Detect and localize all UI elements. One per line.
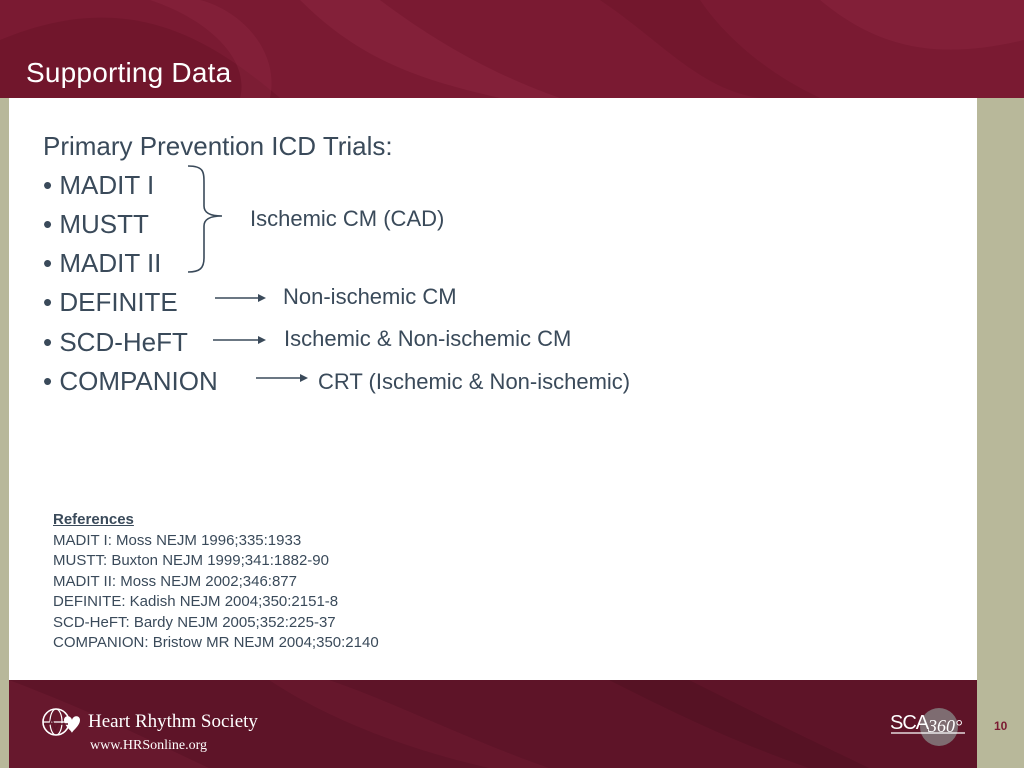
heart-rhythm-globe-icon — [40, 706, 84, 740]
label-ischemic-and-non-ischemic: Ischemic & Non-ischemic CM — [284, 326, 572, 351]
label-ischemic-cm: Ischemic CM (CAD) — [250, 206, 445, 231]
trial-item-madit-ii: • MADIT II — [43, 248, 162, 278]
label-non-ischemic-cm: Non-ischemic CM — [283, 284, 457, 309]
reference-item: DEFINITE: Kadish NEJM 2004;350:2151-8 — [53, 593, 339, 610]
references-block — [53, 510, 379, 654]
trials-heading: Primary Prevention ICD Trials: — [43, 131, 393, 161]
reference-item: SCD-HeFT: Bardy NEJM 2005;352:225-37 — [53, 613, 336, 631]
trial-item-companion: • COMPANION — [43, 366, 218, 396]
curly-brace-icon — [188, 166, 222, 272]
sca-logo-number: 360° — [928, 716, 963, 736]
org-website-link[interactable]: www.HRSonline.org — [90, 738, 208, 753]
sca-logo-text: SCA — [890, 712, 929, 734]
arrow-definite-icon — [215, 294, 266, 302]
trial-item-definite: • DEFINITE — [43, 287, 178, 317]
arrow-scd-heft-icon — [213, 336, 266, 344]
slide-title: Supporting Data — [26, 57, 232, 88]
label-crt: CRT (Ischemic & Non-ischemic) — [318, 369, 631, 394]
reference-item: MUSTT: Buxton NEJM 1999;341:1882-90 — [53, 552, 329, 569]
references-heading: References — [53, 511, 134, 528]
trial-item-scd-heft: • SCD-HeFT — [43, 327, 188, 357]
reference-item: COMPANION: Bristow MR NEJM 2004;350:2140 — [53, 634, 379, 651]
org-name: Heart Rhythm Society — [88, 711, 258, 732]
arrow-companion-icon — [256, 374, 308, 382]
reference-item: MADIT I: Moss NEJM 1996;335:1933 — [53, 531, 302, 549]
trial-item-madit-i: • MADIT I — [43, 170, 155, 200]
trial-item-mustt: • MUSTT — [43, 209, 149, 239]
page-number: 10 — [994, 719, 1008, 733]
reference-item: MADIT II: Moss NEJM 2002;346:877 — [53, 572, 297, 590]
